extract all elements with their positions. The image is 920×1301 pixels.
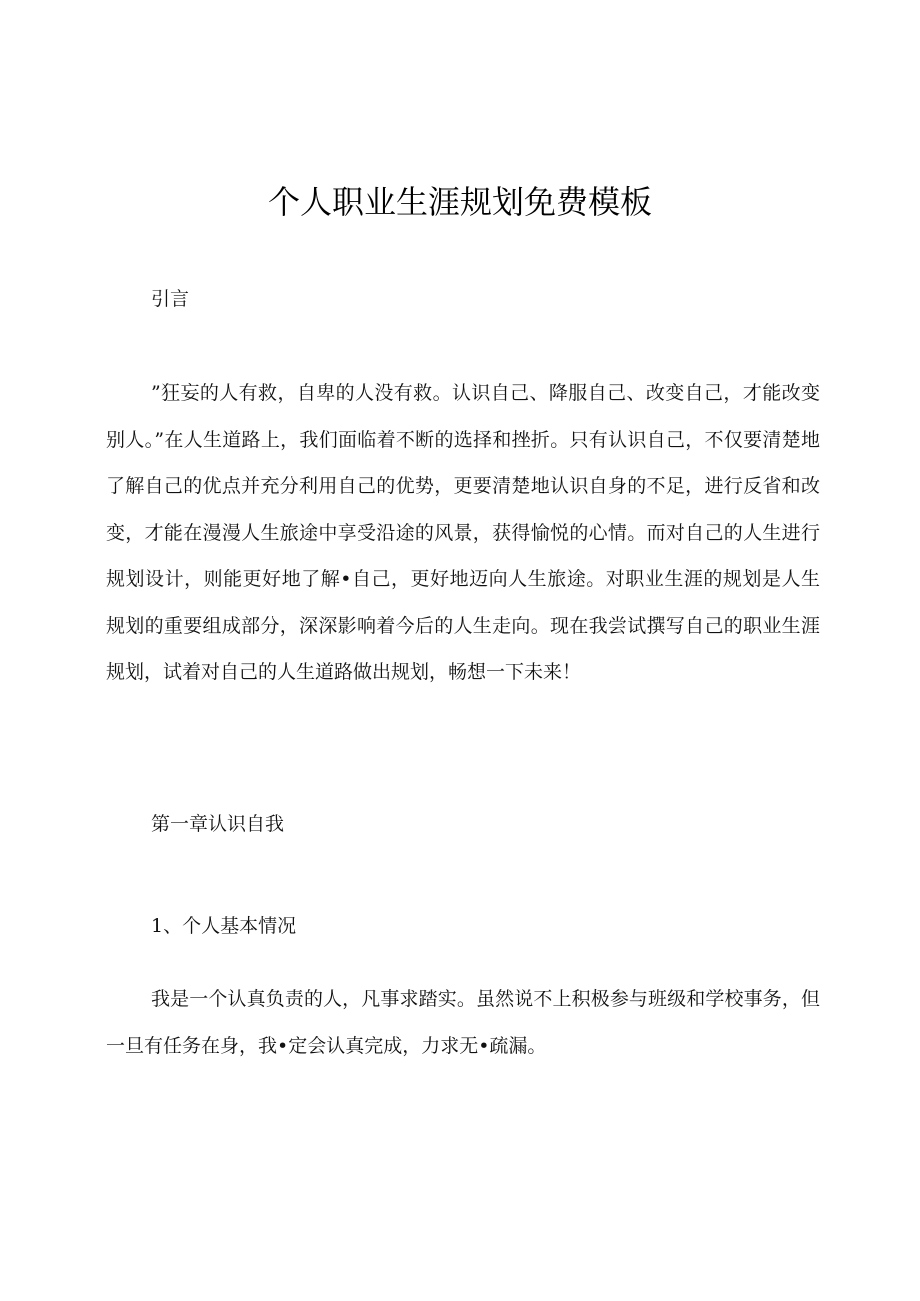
document-title: 个人职业生涯规划免费模板: [267, 183, 652, 221]
chapter-1-heading: 第一章认识自我: [151, 813, 285, 835]
section-1-heading: 1、个人基本情况: [151, 915, 297, 937]
intro-paragraph: ”狂妄的人有救，自卑的人没有救。认识自己、降服自己、改变自己，才能改变别人。”在人生道路上，我们面临着不断的选择和挫折。只有认识自己，不仅要清楚地了解自己的优点并充分利用自己的优势，更要清楚地认识自身的不足，进行反省和改变，才能在漫漫人生旅途中享受沿途的风景，获得愉悦的心情。而对自己的人生进行规划设计，则能更好地了解•自己，更好地迈向人生旅途。对职业生涯的规划是人生规划的重要组成部分，深深影响着今后的人生走向。现在我尝试撰写自己的职业生涯规划，试着对自己的人生道路做出规划，畅想一下未来！: [106, 382, 820, 683]
section-1-paragraph: 我是一个认真负责的人，凡事求踏实。虽然说不上积极参与班级和学校事务，但一旦有任务在身，我•定会认真完成，力求无•疏漏。: [106, 988, 820, 1057]
intro-heading: 引言: [151, 288, 190, 310]
